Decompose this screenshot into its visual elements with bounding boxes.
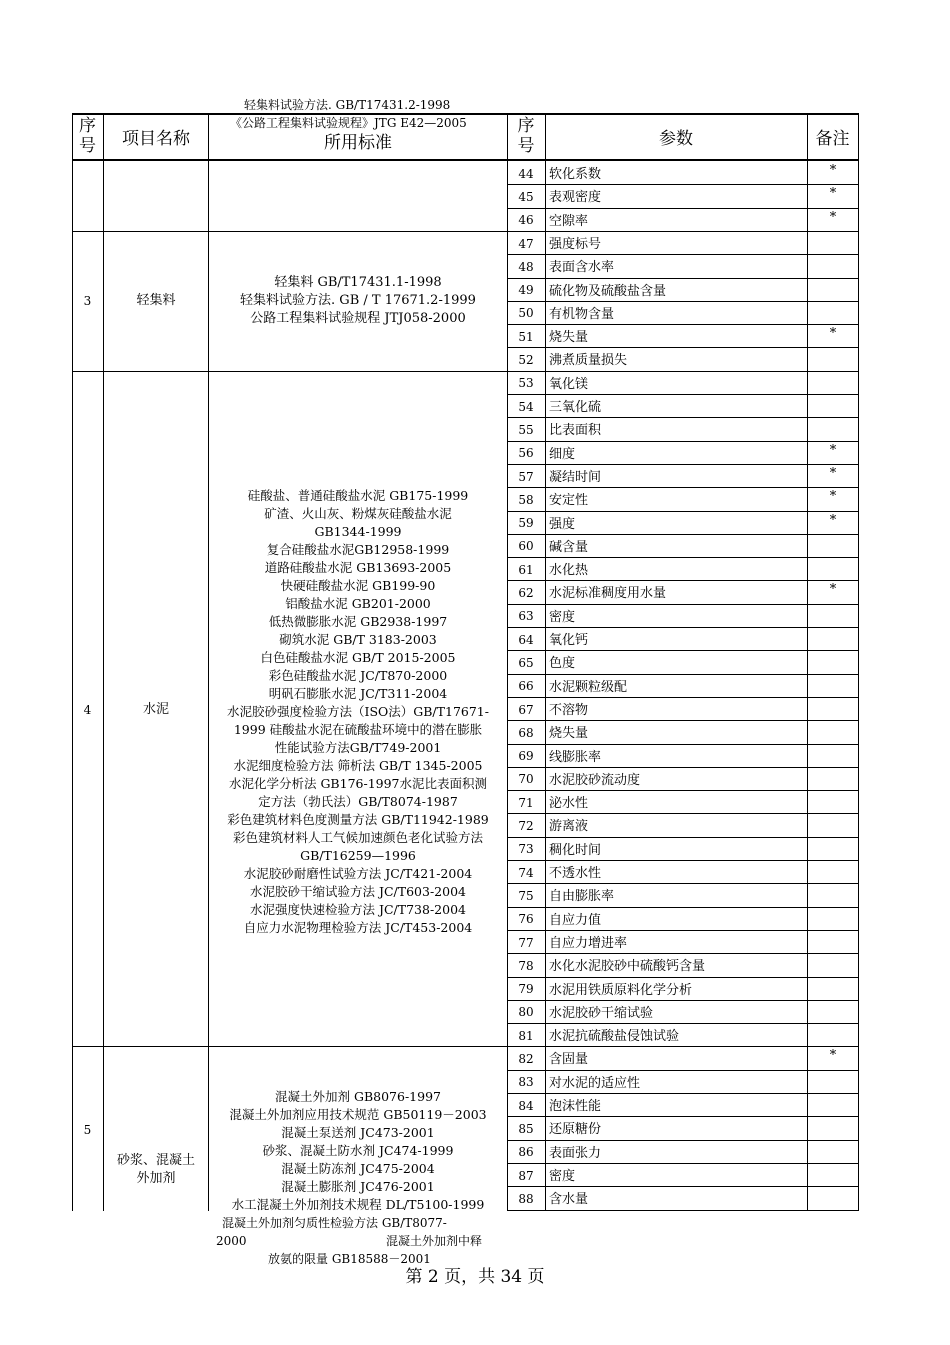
row-parameter: 色度 [549,656,576,672]
row-border [507,324,858,325]
row-parameter: 氧化镁 [549,376,589,392]
overflow-standard-line-4a: 2000 [216,1234,247,1248]
group-standard-3: 轻集料 GB/T17431.1-1998 轻集料试验方法. GB / T 17671.2-1999 公路工程集料试验规程 JTJ058-2000 [240,275,476,326]
row-seq: 56 [518,446,534,461]
group-name-3: 轻集料 [136,293,176,308]
group-border [72,371,508,372]
row-remark: * [829,442,837,458]
row-seq: 85 [518,1121,534,1136]
row-border [507,790,858,791]
header-seq: 序 号 [79,116,96,156]
group-seq-4: 4 [83,703,92,717]
header-top-border [72,113,859,115]
row-border [507,231,858,232]
row-seq: 46 [518,213,534,228]
row-seq: 86 [518,1145,534,1160]
group-border [72,1046,508,1047]
overflow-standard-line-5: 放氨的限量 GB18588－2001 [268,1252,431,1266]
row-seq: 82 [518,1052,534,1067]
row-border [507,767,858,768]
row-border [507,184,858,185]
row-border [507,301,858,302]
row-seq: 84 [518,1098,534,1113]
overflow-standard-line-4b: 混凝土外加剂中释 [386,1234,483,1248]
row-parameter: 还原糖份 [549,1122,602,1138]
row-parameter: 泌水性 [549,796,589,812]
row-parameter: 含固量 [549,1052,589,1068]
row-seq: 88 [518,1191,534,1206]
row-border [507,953,858,954]
row-border [507,1070,858,1071]
row-parameter: 表面张力 [549,1145,602,1161]
row-seq: 49 [518,283,534,298]
row-border [507,371,858,372]
row-border [507,1116,858,1117]
row-parameter: 凝结时间 [549,469,602,485]
row-border [507,883,858,884]
row-seq: 77 [518,935,534,950]
row-remark: * [829,209,837,225]
row-seq: 65 [518,655,534,670]
row-parameter: 不透水性 [549,866,602,881]
header-seq-2: 序 号 [517,116,535,156]
row-remark: * [829,512,837,528]
row-seq: 52 [518,353,534,368]
row-border [507,1140,858,1141]
row-seq: 51 [518,329,534,344]
row-border [507,1093,858,1094]
row-border [507,254,858,255]
row-border [507,464,858,465]
row-parameter: 水化热 [549,563,589,579]
row-border [507,511,858,512]
row-seq: 55 [518,422,534,437]
row-seq: 50 [518,306,534,321]
row-parameter: 水泥抗硫酸盐侵蚀试验 [549,1029,680,1045]
row-parameter: 强度标号 [549,236,602,252]
row-border [507,1210,858,1211]
group-border [72,231,508,232]
row-parameter: 表面含水率 [549,260,615,276]
row-seq: 45 [518,189,534,204]
row-border [507,487,858,488]
row-parameter: 线膨胀率 [549,749,602,765]
row-seq: 71 [518,795,534,810]
row-parameter: 软化系数 [549,167,602,182]
row-border [507,650,858,651]
row-parameter: 密度 [549,609,576,625]
row-seq: 75 [518,888,534,903]
row-seq: 47 [518,236,534,251]
row-seq: 59 [518,516,534,531]
row-parameter: 对水泥的适应性 [549,1075,641,1091]
row-seq: 83 [518,1075,534,1090]
row-seq: 73 [518,842,534,857]
row-seq: 64 [518,632,534,647]
row-border [507,1023,858,1024]
header-standard: 所用标准 [324,132,392,153]
row-parameter: 有机物含量 [549,306,615,322]
row-border [507,720,858,721]
row-seq: 67 [518,702,534,717]
row-seq: 79 [518,982,534,997]
group-standard-5: 混凝土外加剂 GB8076-1997 混凝土外加剂应用技术规范 GB50119－2003 混凝土泵送剂 JC473-2001 砂浆、混凝土防水剂 JC474-1999 混凝土防冻剂 JC475-2004 混凝土膨胀剂 JC476-2001 水工混凝土外加剂技术规程 DL/T5100-1999 [229,1089,487,1212]
row-parameter: 三氧化硫 [549,400,602,415]
row-parameter: 密度 [549,1168,576,1184]
row-seq: 58 [518,492,534,507]
row-border [507,744,858,745]
row-remark: * [829,1048,837,1064]
row-parameter: 氧化钙 [549,633,589,648]
group-seq-5: 5 [83,1123,92,1137]
row-parameter: 强度 [549,516,576,532]
row-seq: 53 [518,376,534,391]
row-border [507,580,858,581]
row-border [507,627,858,628]
row-parameter: 安定性 [549,493,589,509]
row-remark: * [829,163,837,178]
row-border [507,208,858,209]
row-seq: 60 [518,539,534,554]
group-name-5: 砂浆、混凝土 外加剂 [116,1153,195,1186]
row-parameter: 稠化时间 [549,842,602,858]
row-parameter: 自应力值 [549,912,602,928]
row-seq: 68 [518,725,534,740]
page-footer: 第 2 页，共 34 页 [405,1267,545,1287]
row-seq: 66 [518,679,534,694]
row-parameter: 硫化物及硫酸盐含量 [549,283,667,299]
row-border [507,907,858,908]
overflow-standard-line-1: 轻集料试验方法. GB/T17431.2-1998 [244,98,451,112]
row-parameter: 沸煮质量损失 [549,353,628,369]
row-seq: 69 [518,749,534,764]
row-border [507,1186,858,1187]
overflow-standard-line-3: 混凝土外加剂匀质性检验方法 GB/T8077- [222,1216,447,1230]
row-seq: 74 [518,865,534,880]
row-border [507,837,858,838]
group-seq-3: 3 [83,294,92,308]
row-border [507,347,858,348]
row-seq: 57 [518,469,534,484]
row-parameter: 比表面积 [549,423,602,439]
row-remark: * [829,186,837,202]
row-parameter: 水泥标准稠度用水量 [549,586,667,602]
row-remark: * [829,465,837,481]
header-bottom-border [72,159,859,161]
row-parameter: 烧失量 [549,726,589,742]
row-border [507,930,858,931]
row-seq: 78 [518,958,534,973]
row-border [507,441,858,442]
row-seq: 44 [518,166,534,181]
row-parameter: 不溶物 [549,702,589,718]
row-parameter: 自应力增进率 [549,935,628,951]
row-border [507,1163,858,1164]
row-border [507,674,858,675]
row-border [507,977,858,978]
row-border [507,557,858,558]
header-parameter: 参数 [659,128,693,149]
header-remark: 备注 [815,128,850,149]
row-parameter: 水泥胶砂流动度 [549,772,641,788]
group-name-4: 水泥 [142,702,169,717]
row-parameter: 水泥颗粒级配 [549,679,628,695]
row-border [507,278,858,279]
row-remark: * [829,489,837,505]
row-seq: 48 [518,259,534,274]
row-border [507,697,858,698]
row-seq: 80 [518,1005,534,1020]
column-border [858,113,859,1211]
row-parameter: 泡沫性能 [549,1099,602,1114]
header-item-name: 项目名称 [122,128,190,149]
row-border [507,417,858,418]
row-parameter: 水泥胶砂干缩试验 [549,1005,654,1021]
row-parameter: 细度 [549,446,576,462]
row-remark: * [829,582,837,598]
row-remark: * [829,326,837,342]
row-parameter: 自由膨胀率 [549,889,615,905]
row-parameter: 水化水泥胶砂中硫酸钙含量 [549,959,706,975]
row-seq: 62 [518,586,534,601]
group-standard-4: 硅酸盐、普通硅酸盐水泥 GB175-1999 矿渣、火山灰、粉煤灰硅酸盐水泥 GB1344-1999 复合硅酸盐水泥GB12958-1999 道路硅酸盐水泥 GB13693-2005 快硬硅酸盐水泥 GB199-90 铝酸盐水泥 GB201-2000 低热微膨胀水泥 GB2938-1997 砌筑水泥 GB/T 3183-2003 白色硅酸盐水泥 GB/T 2015-2005 彩色硅酸盐水泥 JC/T870-2000 明矾石膨胀水泥 JC/T311-2004 水泥胶砂强度检验方法（ISO法）GB/T17671- 1999 硅酸盐水泥在硫酸盐环境中的潜在膨胀 性能试验方法GB/T749-2001 水泥细度检验方法 筛析法 GB/T 1345-2005 水泥化学分析法 GB176-1997水泥比表面积测 定方法（勃氏法）GB/T8074-1987 彩色建筑材料色度测量方法 GB/T11942-1989 彩色建筑材料人工气候加速颜色老化试验方法 GB/T16259—1996 水泥胶砂耐磨性试验方法 JC/T421-2004 水泥胶砂干缩试验方法 JC/T603-2004 水泥强度快速检验方法 JC/T738-2004 自应力水泥物理检验方法 JC/T453-2004 [227,488,489,935]
row-parameter: 碱含量 [549,539,589,555]
row-parameter: 游离液 [549,819,589,835]
row-seq: 61 [518,562,534,577]
row-seq: 63 [518,609,534,624]
row-border [507,394,858,395]
row-seq: 87 [518,1168,534,1183]
row-border [507,604,858,605]
row-parameter: 烧失量 [549,330,589,346]
row-seq: 81 [518,1028,534,1043]
row-parameter: 水泥用铁质原料化学分析 [549,982,693,998]
overflow-standard-line-2: 《公路工程集料试验规程》JTG E42—2005 [230,116,467,130]
row-border [507,860,858,861]
row-border [507,813,858,814]
row-border [507,534,858,535]
row-parameter: 空隙率 [549,213,589,229]
row-border [507,1000,858,1001]
row-seq: 76 [518,912,534,927]
row-parameter: 含水量 [549,1192,589,1208]
row-parameter: 表观密度 [549,190,602,206]
row-seq: 72 [518,819,534,834]
row-seq: 70 [518,772,534,787]
row-seq: 54 [518,399,534,414]
row-border [507,1046,858,1047]
